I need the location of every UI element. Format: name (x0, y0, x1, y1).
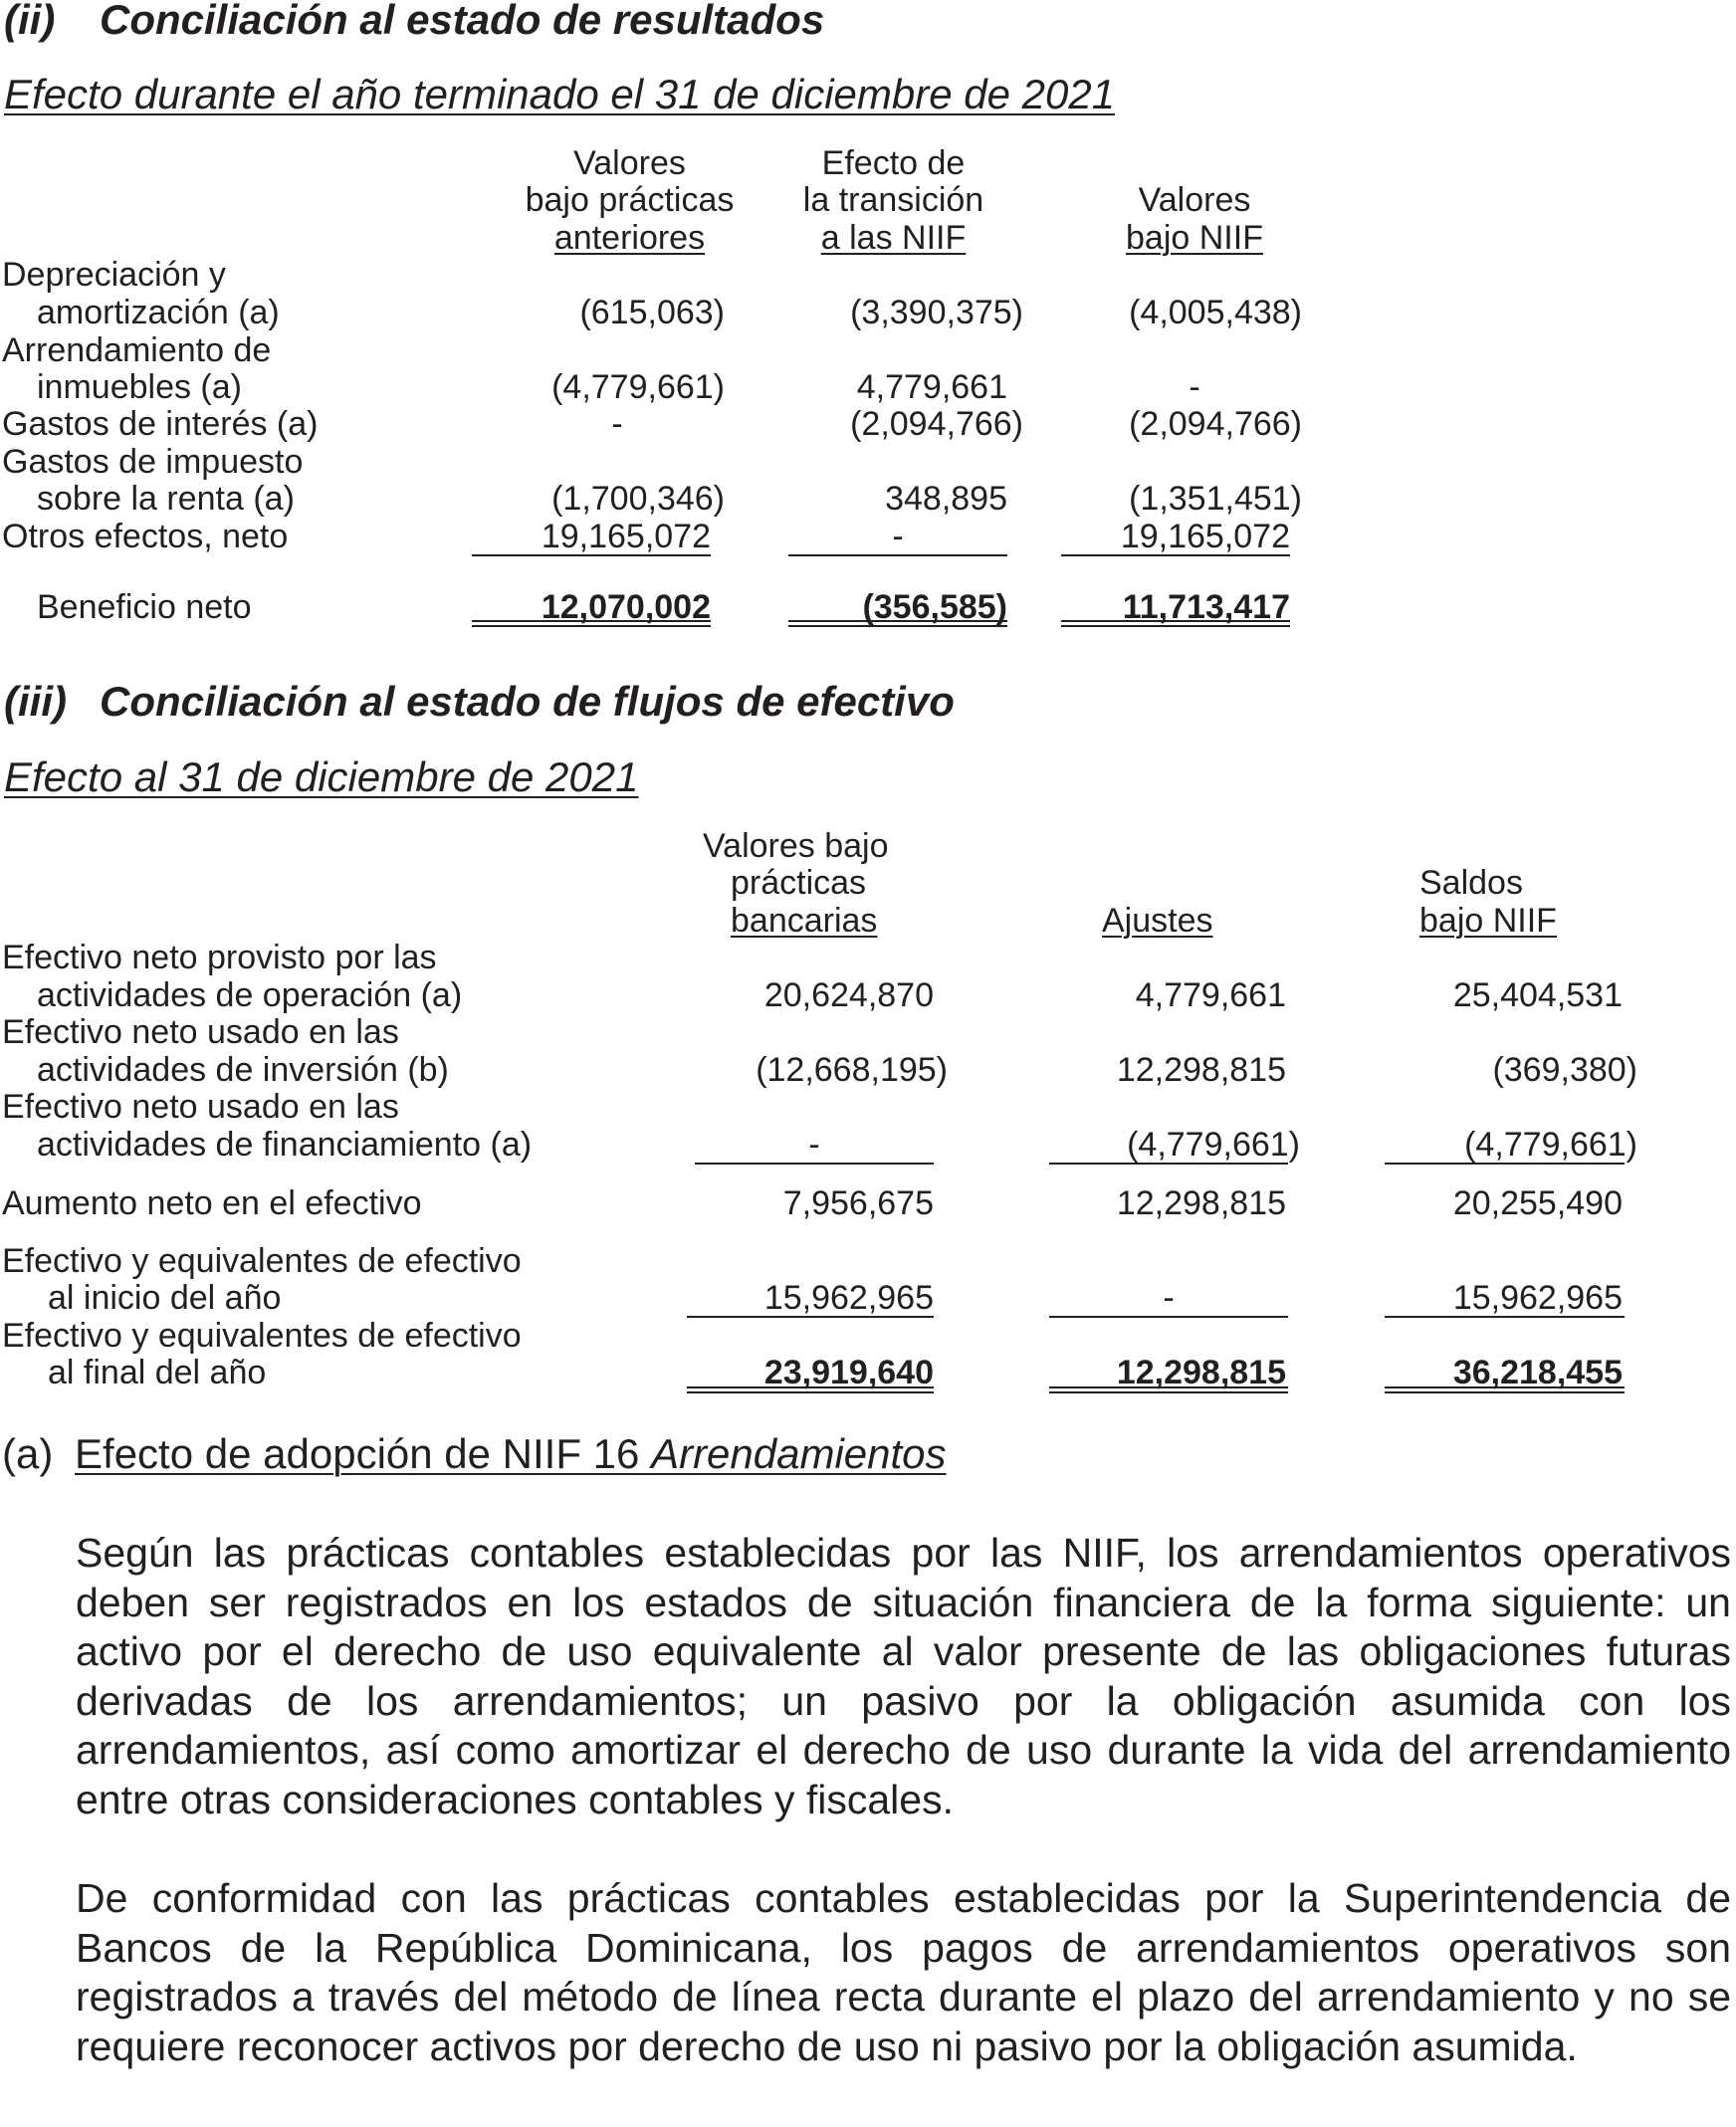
ii-header-col2-line1: Efecto de (821, 144, 966, 182)
ii-row3-c2: (2,094,766) (850, 405, 1023, 443)
iii-row3-c2: (4,779,661) (1127, 1126, 1300, 1164)
iii-row6-c2: 12,298,815 (1116, 1354, 1286, 1391)
iii-row3-label-line1: Efectivo neto usado en las (2, 1088, 399, 1126)
iii-row4-c2: 12,298,815 (1116, 1184, 1286, 1222)
ii-total-rule-c3-b (1061, 625, 1290, 627)
iii-total-rule-c2-a (1049, 1386, 1288, 1388)
ii-row2-c3: - (1189, 368, 1200, 406)
iii-row5-label-line1: Efectivo y equivalentes de efectivo (2, 1242, 522, 1280)
ii-row5-c1: 19,165,072 (541, 518, 711, 555)
iii-row4-c3: 20,255,490 (1452, 1184, 1623, 1222)
ii-header-col1-line2: bajo prácticas (525, 181, 735, 219)
ii-subtotal-rule-c1 (472, 554, 711, 556)
iii-row6-c3: 36,218,455 (1452, 1354, 1623, 1391)
iii-row1-label-line1: Efectivo neto provisto por las (2, 939, 437, 976)
ii-row1-c3: (4,005,438) (1129, 294, 1302, 331)
note-a-title: Efecto de adopción de NIIF 16 (75, 1430, 640, 1477)
ii-header-col2-line2: la transición (802, 181, 984, 219)
ii-row3-c3: (2,094,766) (1129, 405, 1302, 443)
iii-row4-label-line1: Aumento neto en el efectivo (2, 1184, 422, 1222)
note-a-paragraph-1: Según las prácticas contables establecidas por las NIIF, los arrendamientos operativos deben ser registrados en los estados de situación financiera de la forma siguiente: un activo por el derecho de uso equivalente al valor presente de las obligaciones futuras derivadas de los arrendamientos; un pasivo por la obligación asumida con los arrendamientos, así como amortizar el derecho de uso durante la vida del arrendamiento entre otras consideraciones contables y fiscales. (76, 1530, 1731, 1822)
iii-total-rule-c1-b (687, 1391, 934, 1393)
iii-row5-c2: - (1163, 1279, 1175, 1317)
iii-row5-c1: 15,962,965 (763, 1279, 934, 1317)
ii-row2-c1: (4,779,661) (551, 368, 725, 406)
note-a-paragraph-2: De conformidad con las prácticas contables establecidas por la Superintendencia de Bancos de la República Dominicana, los pagos de arrendamientos operativos son registrados a través del método de línea recta durante el plazo del arrendamiento y no se requiere reconocer activos por derecho de uso ni pasivo por la obligación asumida. (76, 1875, 1731, 2069)
ii-header-col1-line3: anteriores (553, 219, 706, 257)
ii-row5-label-line1: Otros efectos, neto (2, 518, 289, 555)
ii-subtotal-rule-c3 (1061, 554, 1290, 556)
iii-row5-rule-c3 (1385, 1316, 1625, 1318)
ii-row4-c3: (1,351,451) (1129, 480, 1302, 518)
section-ii-heading (4, 0, 824, 41)
iii-row5-rule-c2 (1049, 1316, 1288, 1318)
ii-total-label: Beneficio neto (37, 588, 252, 626)
ii-total-c3: 11,713,417 (1122, 588, 1290, 626)
ii-row1-c1: (615,063) (579, 294, 725, 331)
iii-row5-label-line2: al inicio del año (48, 1279, 282, 1317)
iii-row2-c3: (369,380) (1492, 1051, 1637, 1089)
ii-total-rule-c1-a (472, 620, 711, 622)
iii-header-col3-line1: Saldos (1419, 864, 1523, 902)
iii-header-col3-line2: bajo NIIF (1419, 902, 1557, 940)
ii-header-col2-line3: a las NIIF (820, 219, 967, 257)
ii-row2-c2: 4,779,661 (856, 368, 1007, 406)
iii-row1-c2: 4,779,661 (1135, 976, 1286, 1014)
ii-header-col1-line1: Valores (573, 144, 686, 182)
note-a-marker: (a) (2, 1430, 54, 1477)
section-iii-subtitle: Efecto al 31 de diciembre de 2021 (4, 753, 639, 800)
iii-row2-c2: 12,298,815 (1116, 1051, 1286, 1089)
note-a-title-italic: Arrendamientos (651, 1430, 947, 1477)
ii-total-c2: (356,585) (862, 588, 1007, 626)
iii-header-col1-line1: Valores bajo (703, 827, 889, 865)
ii-total-rule-c2-a (788, 620, 1007, 622)
iii-subtotal-rule-c3 (1385, 1163, 1625, 1165)
iii-row3-label-line2: actividades de financiamiento (a) (37, 1126, 533, 1164)
iii-row1-c1: 20,624,870 (763, 976, 934, 1014)
iii-row5-c3: 15,962,965 (1452, 1279, 1623, 1317)
iii-row1-label-line2: actividades de operación (a) (37, 976, 463, 1014)
ii-row3-c1: - (611, 405, 623, 443)
section-ii-title: Conciliación al estado de resultados (100, 0, 825, 43)
section-ii-number: (ii) (4, 0, 56, 43)
ii-row4-label-line2: sobre la renta (a) (37, 480, 295, 518)
iii-row2-c1: (12,668,195) (756, 1051, 948, 1089)
iii-row3-c3: (4,779,661) (1464, 1126, 1637, 1164)
iii-row6-label-line1: Efectivo y equivalentes de efectivo (2, 1317, 522, 1355)
ii-row2-label-line1: Arrendamiento de (2, 331, 272, 369)
note-a-heading (2, 1430, 947, 1477)
iii-row2-label-line2: actividades de inversión (b) (37, 1051, 449, 1089)
ii-header-col3-line1: Valores (1138, 181, 1251, 219)
ii-total-c1: 12,070,002 (541, 588, 711, 626)
ii-row1-label-line1: Depreciación y (2, 256, 226, 294)
iii-row2-label-line1: Efectivo neto usado en las (2, 1013, 399, 1051)
ii-row4-label-line1: Gastos de impuesto (2, 443, 304, 481)
iii-total-rule-c3-a (1385, 1386, 1625, 1388)
ii-row4-c2: 348,895 (885, 480, 1007, 518)
iii-total-rule-c1-a (687, 1386, 934, 1388)
ii-row3-label-line1: Gastos de interés (a) (2, 405, 319, 443)
iii-row4-c1: 7,956,675 (782, 1184, 934, 1222)
iii-total-rule-c3-b (1385, 1391, 1625, 1393)
section-iii-number: (iii) (4, 678, 67, 725)
ii-row5-c2: - (892, 518, 904, 555)
ii-row1-label-line2: amortización (a) (37, 294, 280, 331)
section-iii-title: Conciliación al estado de flujos de efectivo (100, 678, 955, 725)
section-iii-heading (4, 678, 955, 725)
ii-row2-label-line2: inmuebles (a) (37, 368, 242, 406)
iii-header-col1-line3: bancarias (731, 902, 878, 940)
iii-row6-label-line2: al final del año (48, 1354, 267, 1391)
iii-header-col2-line1: Ajustes (1102, 902, 1213, 940)
iii-subtotal-rule-c2 (1049, 1163, 1288, 1165)
iii-header-col1-line2: prácticas (731, 864, 867, 902)
ii-row1-c2: (3,390,375) (850, 294, 1023, 331)
iii-row5-rule-c1 (687, 1316, 934, 1318)
ii-header-col3-line2: bajo NIIF (1126, 219, 1263, 257)
ii-subtotal-rule-c2 (788, 554, 1007, 556)
ii-row4-c1: (1,700,346) (551, 480, 725, 518)
ii-total-rule-c3-a (1061, 620, 1290, 622)
section-ii-subtitle: Efecto durante el año terminado el 31 de diciembre de 2021 (4, 71, 1116, 117)
ii-row5-c3: 19,165,072 (1120, 518, 1290, 555)
iii-row3-c1: - (808, 1126, 820, 1164)
ii-total-rule-c2-b (788, 625, 1007, 627)
iii-row6-c1: 23,919,640 (763, 1354, 934, 1391)
iii-subtotal-rule-c1 (695, 1163, 934, 1165)
iii-row1-c3: 25,404,531 (1452, 976, 1623, 1014)
iii-total-rule-c2-b (1049, 1391, 1288, 1393)
ii-total-rule-c1-b (472, 625, 711, 627)
